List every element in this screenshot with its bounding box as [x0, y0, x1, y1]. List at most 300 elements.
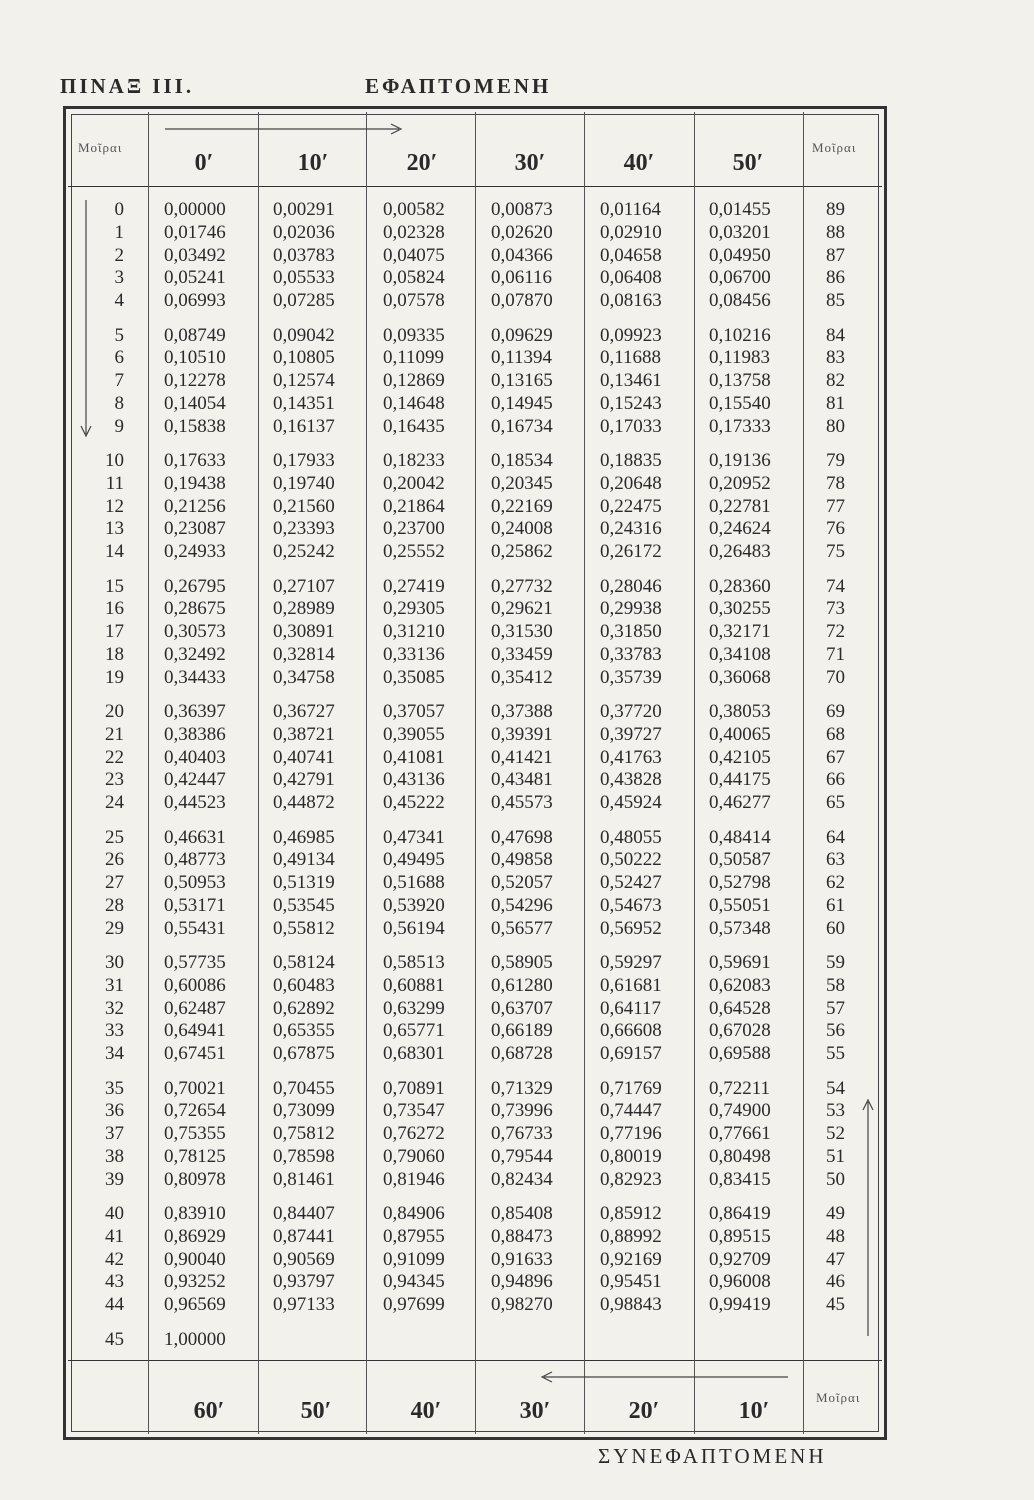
tangent-value-cell: 0,92169	[600, 1248, 662, 1270]
tangent-value-cell: 0,90569	[273, 1248, 335, 1270]
tangent-value-cell: 0,33459	[491, 643, 553, 665]
tangent-value-cell: 0,20952	[709, 472, 771, 494]
complement-degree-cell: 77	[826, 495, 845, 517]
tangent-value-cell: 0,27732	[491, 575, 553, 597]
tangent-value-cell: 0,52427	[600, 872, 662, 894]
complement-degree-cell: 89	[826, 199, 845, 220]
tangent-value-cell: 0,37057	[383, 701, 445, 722]
tangent-value-cell: 0,10510	[164, 347, 226, 369]
tangent-value-cell: 0,79544	[491, 1145, 553, 1167]
tangent-value-cell: 0,86419	[709, 1203, 771, 1224]
tangent-value-cell: 0,12869	[383, 370, 445, 392]
tangent-value-cell: 0,44523	[164, 792, 226, 814]
degree-cell: 30	[105, 952, 124, 973]
tangent-value-cell: 0,28675	[164, 598, 226, 620]
tangent-value-cell: 0,21864	[383, 495, 445, 517]
tangent-value-cell: 0,25552	[383, 541, 445, 563]
tangent-value-cell: 0,42447	[164, 769, 226, 791]
tangent-value-cell: 0,49858	[491, 849, 553, 871]
tangent-value-cell: 0,81461	[273, 1168, 335, 1190]
tangent-value-cell: 0,38721	[273, 723, 335, 745]
tangent-value-cell: 0,36727	[273, 701, 335, 722]
tangent-value-cell: 0,47341	[383, 826, 445, 848]
tangent-value-cell: 0,11688	[600, 347, 662, 369]
complement-degree-cell: 55	[826, 1043, 845, 1065]
tangent-value-cell: 0,16734	[491, 415, 553, 437]
column-divider	[475, 112, 476, 1434]
tangent-value-cell: 0,39391	[491, 723, 553, 745]
tangent-value-cell: 0,38386	[164, 723, 226, 745]
tangent-value-cell: 0,26483	[709, 541, 771, 563]
tangent-value-cell: 0,67028	[709, 1020, 771, 1042]
tangent-value-cell: 0,54296	[491, 894, 553, 916]
tangent-value-cell: 0,06116	[491, 267, 553, 289]
tangent-value-cell: 0,77196	[600, 1123, 662, 1145]
tangent-value-cell: 0,65355	[273, 1020, 335, 1042]
tangent-value-cell: 0,24316	[600, 518, 662, 540]
tangent-value-cell: 0,84407	[273, 1203, 335, 1224]
tangent-value-cell: 0,12574	[273, 370, 335, 392]
tangent-value-cell: 0,78598	[273, 1145, 335, 1167]
degree-cell: 44	[105, 1294, 124, 1316]
tangent-value-cell: 0,49495	[383, 849, 445, 871]
tangent-value-cell: 0,73547	[383, 1100, 445, 1122]
degree-cell: 1	[114, 221, 124, 243]
tangent-value-cell: 0,42791	[273, 769, 335, 791]
bottom-degree-label: Μοῖραι	[816, 1390, 861, 1405]
column-header: 0′	[194, 150, 214, 176]
complement-degree-cell: 47	[826, 1248, 845, 1270]
degree-cell: 16	[105, 598, 124, 620]
degree-cell: 17	[105, 621, 124, 643]
tangent-value-cell: 0,52798	[709, 872, 771, 894]
tangent-value-cell: 0,43828	[600, 769, 662, 791]
tangent-value-cell: 0,04075	[383, 244, 445, 266]
column-header: 30′	[514, 150, 546, 176]
tangent-value-cell: 0,88992	[600, 1225, 662, 1247]
tangent-value-cell: 0,45924	[600, 792, 662, 814]
tangent-value-cell: 0,02910	[600, 221, 662, 243]
tangent-value-cell: 0,40065	[709, 723, 771, 745]
tangent-value-cell: 0,11394	[491, 347, 553, 369]
tangent-value-cell: 0,83910	[164, 1203, 226, 1224]
complement-degree-cell: 48	[826, 1225, 845, 1247]
tangent-value-cell: 0,94345	[383, 1271, 445, 1293]
degree-cell: 0	[114, 199, 124, 220]
tangent-value-cell: 0,88473	[491, 1225, 553, 1247]
tangent-value-cell: 0,93797	[273, 1271, 335, 1293]
tangent-value-cell: 0,73099	[273, 1100, 335, 1122]
tangent-value-cell: 0,59297	[600, 952, 662, 973]
tangent-value-cell: 0,97133	[273, 1294, 335, 1316]
tangent-value-cell: 0,40403	[164, 746, 226, 768]
tangent-value-cell: 0,08163	[600, 290, 662, 312]
tangent-value-cell: 0,09629	[491, 324, 553, 346]
degree-cell: 4	[114, 290, 124, 312]
degree-cell: 21	[105, 723, 124, 745]
tangent-value-cell: 0,04366	[491, 244, 553, 266]
column-header: 50′	[732, 150, 764, 176]
complement-degree-cell: 59	[826, 952, 845, 973]
column-header: 10′	[297, 150, 329, 176]
degree-cell: 8	[114, 392, 124, 414]
tangent-value-cell: 0,33783	[600, 643, 662, 665]
tangent-value-cell: 0,36397	[164, 701, 226, 722]
tangent-value-cell: 0,35085	[383, 666, 445, 688]
tangent-value-cell: 0,32492	[164, 643, 226, 665]
tangent-value-cell: 0,34108	[709, 643, 771, 665]
degree-cell: 11	[105, 472, 124, 494]
tangent-value-cell: 0,58905	[491, 952, 553, 973]
tangent-value-cell: 0,68301	[383, 1043, 445, 1065]
column-divider	[803, 112, 804, 1434]
tangent-value-cell: 0,85912	[600, 1203, 662, 1224]
tangent-value-cell: 0,34758	[273, 666, 335, 688]
degree-cell: 12	[105, 495, 124, 517]
tangent-value-cell: 0,00873	[491, 199, 553, 220]
tangent-value-cell: 0,56194	[383, 917, 445, 939]
tangent-value-cell: 0,31210	[383, 621, 445, 643]
tangent-value-cell: 0,89515	[709, 1225, 771, 1247]
tangent-value-cell: 0,55051	[709, 894, 771, 916]
degree-cell: 25	[105, 826, 124, 848]
degree-cell: 23	[105, 769, 124, 791]
tangent-value-cell: 0,68728	[491, 1043, 553, 1065]
tangent-value-cell: 0,27419	[383, 575, 445, 597]
complement-degree-cell: 66	[826, 769, 845, 791]
degree-cell: 42	[105, 1248, 124, 1270]
complement-degree-cell: 83	[826, 347, 845, 369]
tangent-value-cell: 0,44175	[709, 769, 771, 791]
column-header: 20′	[406, 150, 438, 176]
tangent-value-cell: 0,45573	[491, 792, 553, 814]
tangent-value-cell: 0,92709	[709, 1248, 771, 1270]
tangent-value-cell: 0,01746	[164, 221, 226, 243]
tangent-value-cell: 0,46631	[164, 826, 226, 848]
tangent-value-cell: 0,12278	[164, 370, 226, 392]
tangent-value-cell: 0,11983	[709, 347, 771, 369]
tangent-value-cell: 0,02036	[273, 221, 335, 243]
degree-cell: 14	[105, 541, 124, 563]
tangent-value-cell: 0,26172	[600, 541, 662, 563]
complement-degree-cell: 53	[826, 1100, 845, 1122]
tangent-value-cell: 0,50222	[600, 849, 662, 871]
tangent-value-cell: 0,29305	[383, 598, 445, 620]
tangent-value-cell: 0,07578	[383, 290, 445, 312]
tangent-value-cell: 0,70021	[164, 1077, 226, 1099]
complement-degree-cell: 50	[826, 1168, 845, 1190]
complement-degree-cell: 63	[826, 849, 845, 871]
tangent-value-cell: 0,70455	[273, 1077, 335, 1099]
tangent-value-cell: 0,76272	[383, 1123, 445, 1145]
tangent-value-cell: 0,20345	[491, 472, 553, 494]
tangent-value-cell: 0,17333	[709, 415, 771, 437]
bottom-column-header: 50′	[300, 1398, 332, 1424]
tangent-value-cell: 0,21256	[164, 495, 226, 517]
tangent-value-cell: 0,87441	[273, 1225, 335, 1247]
degree-cell: 37	[105, 1123, 124, 1145]
tangent-value-cell: 0,41421	[491, 746, 553, 768]
tangent-value-cell: 0,64117	[600, 997, 662, 1019]
complement-degree-cell: 65	[826, 792, 845, 814]
footer-title: ΣΥΝΕΦΑΠΤΟΜΕΝΗ	[598, 1444, 827, 1468]
degree-cell: 15	[105, 575, 124, 597]
tangent-value-cell: 0,58124	[273, 952, 335, 973]
tangent-value-cell: 0,62892	[273, 997, 335, 1019]
tangent-value-cell: 0,83415	[709, 1168, 771, 1190]
tangent-value-cell: 0,05824	[383, 267, 445, 289]
tangent-value-cell: 0,82434	[491, 1168, 553, 1190]
tangent-value-cell: 0,77661	[709, 1123, 771, 1145]
tangent-value-cell: 0,03201	[709, 221, 771, 243]
tangent-value-cell: 0,58513	[383, 952, 445, 973]
page-title: ΕΦΑΠΤΟΜΕΝΗ	[365, 74, 552, 98]
table-label: ΠΙΝΑΞ III.	[60, 74, 195, 98]
column-divider	[258, 112, 259, 1434]
tangent-value-cell: 0,50587	[709, 849, 771, 871]
tangent-value-cell: 0,29621	[491, 598, 553, 620]
tangent-value-cell: 0,66189	[491, 1020, 553, 1042]
tangent-value-cell: 0,06700	[709, 267, 771, 289]
tangent-value-cell: 0,03783	[273, 244, 335, 266]
tangent-value-cell: 0,43136	[383, 769, 445, 791]
degree-cell: 31	[105, 974, 124, 996]
tangent-value-cell: 0,60881	[383, 974, 445, 996]
tangent-value-cell: 0,17633	[164, 450, 226, 471]
degree-cell: 26	[105, 849, 124, 871]
right-arrow-icon	[165, 122, 405, 136]
tangent-value-cell: 0,67875	[273, 1043, 335, 1065]
tangent-value-cell: 0,98843	[600, 1294, 662, 1316]
tangent-value-cell: 0,32814	[273, 643, 335, 665]
tangent-value-cell: 0,04950	[709, 244, 771, 266]
degree-cell: 20	[105, 701, 124, 722]
tangent-value-cell: 0,28046	[600, 575, 662, 597]
degree-cell: 40	[105, 1203, 124, 1224]
tangent-value-cell: 0,80498	[709, 1145, 771, 1167]
degree-cell: 22	[105, 746, 124, 768]
tangent-value-cell: 0,13165	[491, 370, 553, 392]
tangent-value-cell: 0,74447	[600, 1100, 662, 1122]
tangent-value-cell: 0,80978	[164, 1168, 226, 1190]
tangent-value-cell: 0,20648	[600, 472, 662, 494]
tangent-value-cell: 0,05241	[164, 267, 226, 289]
bottom-column-header: 20′	[628, 1398, 660, 1424]
tangent-value-cell: 0,22781	[709, 495, 771, 517]
tangent-value-cell: 0,71329	[491, 1077, 553, 1099]
tangent-value-cell: 0,18835	[600, 450, 662, 471]
degree-cell: 45	[105, 1328, 124, 1350]
degree-cell: 19	[105, 666, 124, 688]
complement-degree-cell: 80	[826, 415, 845, 437]
tangent-value-cell: 0,75812	[273, 1123, 335, 1145]
tangent-value-cell: 0,65771	[383, 1020, 445, 1042]
tangent-value-cell: 0,85408	[491, 1203, 553, 1224]
tangent-value-cell: 0,21560	[273, 495, 335, 517]
degree-cell: 36	[105, 1100, 124, 1122]
left-arrow-icon	[540, 1370, 790, 1384]
complement-degree-cell: 88	[826, 221, 845, 243]
tangent-value-cell: 0,14648	[383, 392, 445, 414]
tangent-value-cell: 0,00582	[383, 199, 445, 220]
tangent-value-cell: 0,69157	[600, 1043, 662, 1065]
tangent-value-cell: 0,96008	[709, 1271, 771, 1293]
tangent-value-cell: 0,02328	[383, 221, 445, 243]
tangent-value-cell: 0,37720	[600, 701, 662, 722]
tangent-value-cell: 0,64941	[164, 1020, 226, 1042]
tangent-value-cell: 0,19740	[273, 472, 335, 494]
tangent-value-cell: 0,91633	[491, 1248, 553, 1270]
degree-cell: 13	[105, 518, 124, 540]
complement-degree-cell: 60	[826, 917, 845, 939]
tangent-value-cell: 0,49134	[273, 849, 335, 871]
tangent-value-cell: 0,91099	[383, 1248, 445, 1270]
tangent-value-cell: 0,87955	[383, 1225, 445, 1247]
complement-degree-cell: 49	[826, 1203, 845, 1224]
complement-degree-cell: 70	[826, 666, 845, 688]
complement-degree-cell: 56	[826, 1020, 845, 1042]
degree-cell: 32	[105, 997, 124, 1019]
tangent-value-cell: 0,18233	[383, 450, 445, 471]
tangent-value-cell: 0,93252	[164, 1271, 226, 1293]
tangent-value-cell: 0,11099	[383, 347, 445, 369]
tangent-value-cell: 1,00000	[164, 1328, 226, 1350]
bottom-column-header: 40′	[410, 1398, 442, 1424]
complement-degree-cell: 78	[826, 472, 845, 494]
degree-cell: 41	[105, 1225, 124, 1247]
tangent-value-cell: 0,56952	[600, 917, 662, 939]
tangent-value-cell: 0,02620	[491, 221, 553, 243]
degree-cell: 33	[105, 1020, 124, 1042]
tangent-value-cell: 0,06993	[164, 290, 226, 312]
tangent-value-cell: 0,51319	[273, 872, 335, 894]
tangent-value-cell: 0,48414	[709, 826, 771, 848]
tangent-value-cell: 0,29938	[600, 598, 662, 620]
tangent-value-cell: 0,08456	[709, 290, 771, 312]
tangent-value-cell: 0,35412	[491, 666, 553, 688]
tangent-value-cell: 0,30891	[273, 621, 335, 643]
tangent-value-cell: 0,08749	[164, 324, 226, 346]
complement-degree-cell: 62	[826, 872, 845, 894]
tangent-value-cell: 0,53171	[164, 894, 226, 916]
complement-degree-cell: 52	[826, 1123, 845, 1145]
degree-cell: 29	[105, 917, 124, 939]
tangent-value-cell: 0,97699	[383, 1294, 445, 1316]
tangent-value-cell: 0,16137	[273, 415, 335, 437]
tangent-value-cell: 0,14945	[491, 392, 553, 414]
tangent-value-cell: 0,23700	[383, 518, 445, 540]
tangent-value-cell: 0,07870	[491, 290, 553, 312]
column-divider	[694, 112, 695, 1434]
degree-cell: 39	[105, 1168, 124, 1190]
tangent-value-cell: 0,61681	[600, 974, 662, 996]
tangent-value-cell: 0,24933	[164, 541, 226, 563]
tangent-value-cell: 0,14351	[273, 392, 335, 414]
tangent-value-cell: 0,63707	[491, 997, 553, 1019]
tangent-value-cell: 0,72211	[709, 1077, 771, 1099]
complement-degree-cell: 82	[826, 370, 845, 392]
degree-cell: 9	[114, 415, 124, 437]
complement-degree-cell: 86	[826, 267, 845, 289]
complement-degree-cell: 81	[826, 392, 845, 414]
complement-degree-cell: 71	[826, 643, 845, 665]
tangent-value-cell: 0,25242	[273, 541, 335, 563]
tangent-value-cell: 0,20042	[383, 472, 445, 494]
degree-cell: 34	[105, 1043, 124, 1065]
tangent-value-cell: 0,90040	[164, 1248, 226, 1270]
tangent-value-cell: 0,41763	[600, 746, 662, 768]
right-degree-label: Μοῖραι	[812, 140, 857, 155]
tangent-value-cell: 0,15540	[709, 392, 771, 414]
left-degree-label: Μοῖραι	[78, 140, 123, 155]
bottom-column-header: 60′	[193, 1398, 225, 1424]
degree-cell: 27	[105, 872, 124, 894]
degree-cell: 35	[105, 1077, 124, 1099]
tangent-value-cell: 0,15243	[600, 392, 662, 414]
tangent-value-cell: 0,06408	[600, 267, 662, 289]
tangent-value-cell: 0,53920	[383, 894, 445, 916]
tangent-value-cell: 0,81946	[383, 1168, 445, 1190]
complement-degree-cell: 68	[826, 723, 845, 745]
complement-degree-cell: 54	[826, 1077, 845, 1099]
tangent-value-cell: 0,76733	[491, 1123, 553, 1145]
tangent-value-cell: 0,13461	[600, 370, 662, 392]
degree-cell: 38	[105, 1145, 124, 1167]
tangent-value-cell: 0,55431	[164, 917, 226, 939]
degree-cell: 2	[114, 244, 124, 266]
tangent-value-cell: 0,19136	[709, 450, 771, 471]
tangent-value-cell: 0,09042	[273, 324, 335, 346]
tangent-value-cell: 0,47698	[491, 826, 553, 848]
tangent-value-cell: 0,25862	[491, 541, 553, 563]
tangent-value-cell: 0,16435	[383, 415, 445, 437]
tangent-value-cell: 0,43481	[491, 769, 553, 791]
tangent-value-cell: 0,15838	[164, 415, 226, 437]
degree-cell: 5	[114, 324, 124, 346]
column-divider	[148, 112, 149, 1434]
tangent-value-cell: 0,23087	[164, 518, 226, 540]
tangent-value-cell: 0,09335	[383, 324, 445, 346]
degree-cell: 6	[114, 347, 124, 369]
complement-degree-cell: 57	[826, 997, 845, 1019]
tangent-value-cell: 0,98270	[491, 1294, 553, 1316]
tangent-value-cell: 0,57348	[709, 917, 771, 939]
tangent-value-cell: 0,17033	[600, 415, 662, 437]
tangent-value-cell: 0,48773	[164, 849, 226, 871]
tangent-value-cell: 0,62487	[164, 997, 226, 1019]
tangent-value-cell: 0,79060	[383, 1145, 445, 1167]
tangent-value-cell: 0,00291	[273, 199, 335, 220]
bottom-column-header: 10′	[738, 1398, 770, 1424]
tangent-value-cell: 0,60483	[273, 974, 335, 996]
degree-cell: 3	[114, 267, 124, 289]
complement-degree-cell: 74	[826, 575, 845, 597]
tangent-value-cell: 0,03492	[164, 244, 226, 266]
tangent-value-cell: 0,26795	[164, 575, 226, 597]
tangent-value-cell: 0,55812	[273, 917, 335, 939]
tangent-value-cell: 0,13758	[709, 370, 771, 392]
tangent-value-cell: 0,96569	[164, 1294, 226, 1316]
complement-degree-cell: 51	[826, 1145, 845, 1167]
tangent-value-cell: 0,99419	[709, 1294, 771, 1316]
tangent-value-cell: 0,33136	[383, 643, 445, 665]
tangent-value-cell: 0,28360	[709, 575, 771, 597]
column-divider	[584, 112, 585, 1434]
complement-degree-cell: 73	[826, 598, 845, 620]
tangent-value-cell: 0,37388	[491, 701, 553, 722]
tangent-value-cell: 0,46277	[709, 792, 771, 814]
tangent-value-cell: 0,23393	[273, 518, 335, 540]
